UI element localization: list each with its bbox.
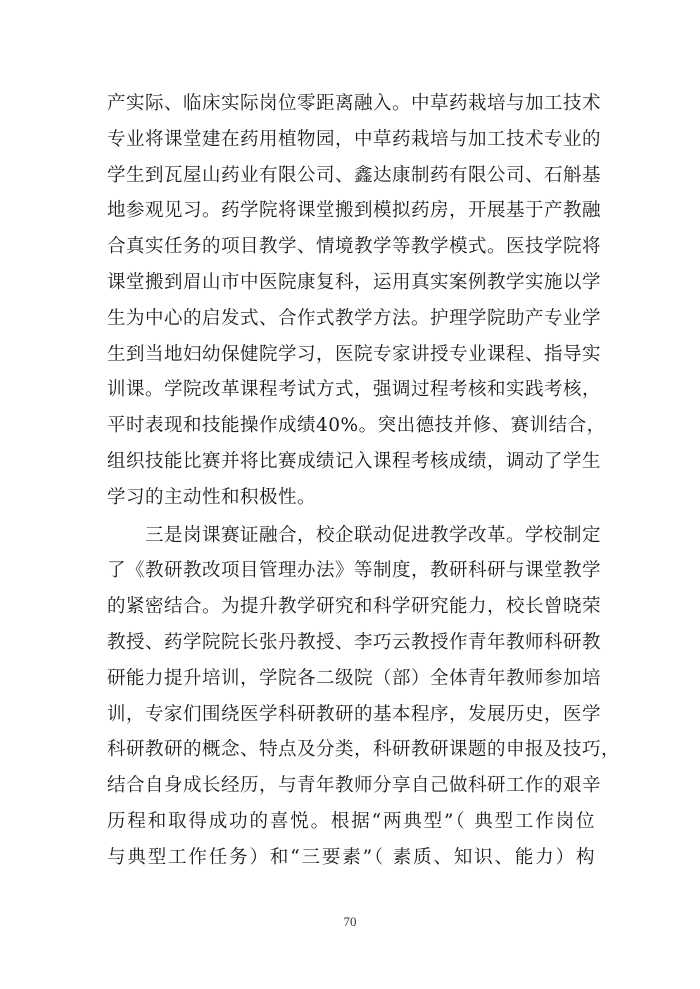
text-line: 了《教研教改项目管理办法》等制度，教研科研与课堂教学 [107,560,602,582]
text-line: 历程和取得成功的喜悦。根据“两典型”（ 典型工作岗位 [107,810,595,832]
text-line: 地参观见习。药学院将课堂搬到模拟药房，开展基于产教融 [107,200,602,222]
paragraph-1 [107,86,606,516]
text-line: 生到当地妇幼保健院学习，医院专家讲授专业课程、指导实 [107,343,602,365]
text-line: 学习的主动性和积极性。 [107,486,317,508]
text-line: 生为中心的启发式、合作式教学方法。护理学院助产专业学 [107,307,602,329]
body-text [107,86,621,876]
text-line: 研能力提升培训，学院各二级院（部）全体青年教师参加培 [107,667,602,689]
paragraph-2 [107,518,621,876]
text-line: 课堂搬到眉山市中医院康复科，运用真实案例教学实施以学 [107,271,602,293]
text-line: 三是岗课赛证融合，校企联动促进教学改革。学校制定 [145,524,602,546]
text-line: 训，专家们围绕医学科研教研的基本程序，发展历史，医学 [107,703,602,725]
text-line: 组织技能比赛并将比赛成绩记入课程考核成绩，调动了学生 [107,450,602,472]
text-line: 与典型工作任务）和“三要素”（ 素质、知识、能力）构 [107,846,595,868]
text-line: 专业将课堂建在药用植物园，中草药栽培与加工技术专业的 [107,128,602,150]
text-line: 产实际、临床实际岗位零距离融入。中草药栽培与加工技术 [107,93,602,114]
text-line: 的紧密结合。为提升教学研究和科学研究能力，校长曾晓荣 [107,596,602,618]
text-line: 合真实任务的项目教学、情境教学等教学模式。医技学院将 [107,236,602,258]
text-line: 结合自身成长经历，与青年教师分享自己做科研工作的艰辛 [107,775,602,797]
text-line: 科研教研的概念、特点及分类，科研教研课题的申报及技巧， [107,739,621,761]
text-line: 训课。学院改革课程考试方式，强调过程考核和实践考核， [107,379,602,401]
text-line: 平时表现和技能操作成绩40%。突出德技并修、赛训结合， [107,415,606,437]
text-line: 学生到瓦屋山药业有限公司、鑫达康制药有限公司、石斛基 [107,164,602,186]
page-number: 70 [343,914,357,929]
text-line: 教授、药学院院长张丹教授、李巧云教授作青年教师科研教 [107,631,602,653]
